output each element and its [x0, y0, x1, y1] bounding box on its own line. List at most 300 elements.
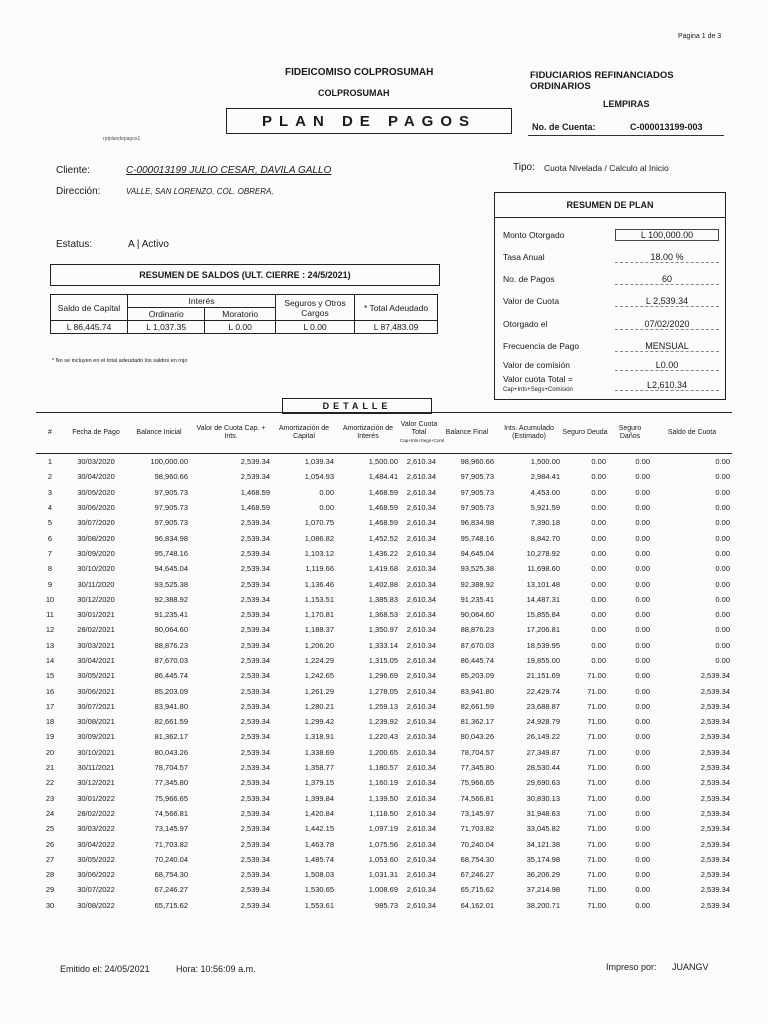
ordinario-value: L 1,037.35: [128, 321, 205, 334]
table-cell: 9: [47, 579, 53, 589]
table-cell: 30/09/2021: [77, 732, 115, 742]
table-cell: 0.00: [635, 763, 650, 773]
table-cell: 87,670.03: [154, 656, 188, 665]
table-cell: 17,206.81: [526, 625, 560, 635]
table-cell: 10,278.92: [526, 548, 560, 558]
plan-value: L 2,539.34: [615, 296, 719, 307]
table-cell: 29,690.63: [526, 778, 560, 788]
table-cell: 71.00: [587, 701, 606, 711]
balances-title: RESUMEN DE SALDOS (ULT. CIERRE : 24/5/2021): [50, 264, 440, 286]
table-cell: 1,500.00: [368, 457, 398, 467]
table-cell: 71.00: [587, 839, 606, 849]
table-cell: 92,388.92: [154, 594, 188, 604]
table-cell: 91,235.41: [154, 610, 188, 620]
table-cell: 985.73: [375, 900, 398, 910]
table-cell: 2,539.34: [240, 701, 270, 711]
table-cell: 2,539.34: [240, 686, 270, 696]
col-balance-inicial: Balance Inicial: [128, 413, 190, 454]
table-cell: 1,119.66: [305, 564, 334, 574]
table-cell: 98,960.66: [154, 472, 188, 482]
address-label: Dirección:: [56, 186, 101, 197]
table-cell: 2,539.34: [700, 778, 730, 788]
table-cell: 1,070.75: [304, 518, 334, 528]
table-cell: 20: [45, 747, 55, 757]
table-cell: 82,661.59: [460, 701, 494, 711]
plan-summary-title: RESUMEN DE PLAN: [495, 193, 725, 218]
col-amort-interes: Amortización de Interés: [336, 413, 400, 454]
col-amortizacion: Amortización de Capital: [272, 413, 336, 454]
table-cell: 33,045.82: [526, 824, 560, 834]
col-cuota-total: [400, 413, 445, 454]
table-cell: 2,539.34: [240, 793, 270, 803]
table-cell: 87,670.03: [460, 640, 494, 650]
table-cell: 2,539.34: [240, 656, 270, 665]
table-cell: 15: [45, 671, 55, 681]
table-cell: 65,715.62: [460, 885, 494, 895]
table-cell: 22,429.74: [526, 686, 560, 696]
table-cell: 0.00: [715, 533, 730, 543]
table-cell: 30/01/2022: [77, 793, 115, 803]
table-row: [36, 745, 732, 760]
table-cell: 10: [45, 594, 55, 604]
table-cell: 21,151.69: [526, 671, 560, 681]
table-row: [36, 592, 732, 607]
table-cell: 0.00: [635, 564, 650, 574]
col-ints-acumulado: Ints. Acumulado (Estimado): [496, 413, 562, 454]
table-cell: 90,064.60: [154, 625, 188, 635]
table-row: [36, 546, 732, 561]
table-cell: 2,610.34: [406, 824, 436, 834]
table-cell: 2,539.34: [240, 671, 270, 681]
table-cell: 1,053.60: [368, 854, 398, 864]
table-cell: 0.00: [715, 487, 730, 497]
table-cell: 30/07/2022: [77, 885, 115, 895]
table-cell: 93,525.38: [460, 564, 494, 574]
table-cell: 0.00: [715, 503, 730, 513]
table-cell: 95,748.16: [154, 548, 188, 558]
table-cell: 30/08/2022: [77, 900, 115, 910]
table-row: [36, 622, 732, 637]
table-row: [36, 607, 732, 622]
table-cell: 71.00: [587, 870, 606, 880]
table-cell: 71.00: [587, 900, 606, 910]
table-cell: 71.00: [587, 778, 606, 788]
col-balance-final: Balance Final: [438, 413, 496, 454]
table-cell: 24,928.79: [526, 717, 560, 727]
table-cell: 81,362.17: [154, 732, 188, 742]
table-cell: 13,101.48: [526, 579, 560, 589]
table-cell: 2,539.34: [700, 732, 730, 742]
table-cell: 0.00: [591, 594, 606, 604]
table-cell: 30/05/2020: [77, 487, 115, 497]
table-row: [36, 561, 732, 576]
table-cell: 1,333.14: [368, 640, 398, 650]
table-cell: 0.00: [715, 640, 730, 650]
time-value: 10:56:09 a.m.: [200, 964, 256, 974]
table-cell: 28,530.44: [526, 763, 560, 773]
table-cell: 1,103.12: [304, 548, 334, 558]
table-cell: 2,539.34: [240, 778, 270, 788]
type-label: Tipo:: [513, 162, 535, 173]
table-cell: 5,921.59: [530, 503, 560, 513]
table-cell: 78,704.57: [154, 763, 188, 773]
plan-label: Monto Otorgado: [503, 230, 565, 240]
issued-label: Emitido el:: [60, 964, 103, 974]
table-cell: 1,463.78: [304, 839, 334, 849]
table-cell: 1,054.93: [304, 472, 334, 482]
table-cell: 7: [47, 548, 53, 558]
table-cell: 0.00: [635, 808, 650, 818]
table-cell: 2,539.34: [240, 533, 270, 543]
table-cell: 0.00: [635, 533, 650, 543]
table-cell: 2,610.34: [406, 900, 436, 910]
table-cell: 1,385.83: [368, 594, 398, 604]
table-cell: 2,539.34: [240, 808, 270, 818]
table-row: [36, 882, 732, 897]
table-cell: 30/11/2020: [77, 579, 115, 589]
table-cell: 94,645.04: [154, 564, 188, 574]
fiduciarios-line-1: FIDUCIARIOS REFINANCIADOS: [530, 70, 674, 81]
table-cell: 0.00: [635, 870, 650, 880]
seguros-header: Seguros y Otros Cargos: [276, 295, 355, 321]
table-cell: 80,043.26: [154, 747, 188, 757]
table-cell: 2,610.34: [406, 686, 436, 696]
table-cell: 2,539.34: [240, 594, 270, 604]
address-value: VALLE, SAN LORENZO, COL. OBRERA,: [126, 187, 274, 196]
table-cell: 24: [45, 808, 55, 818]
table-cell: 30/08/2020: [77, 533, 115, 543]
table-cell: 1,242.65: [304, 671, 334, 681]
table-cell: 75,966.65: [154, 793, 188, 803]
table-cell: 0.00: [635, 503, 650, 513]
table-cell: 94,645.04: [460, 548, 494, 558]
table-cell: 80,043.26: [460, 732, 494, 742]
table-cell: 70,240.04: [154, 854, 188, 864]
saldo-capital-header: Saldo de Capital: [51, 295, 128, 321]
table-cell: 2,610.34: [406, 747, 436, 757]
table-cell: 0.00: [635, 594, 650, 604]
table-cell: 0.00: [635, 472, 650, 482]
table-cell: 1,485.74: [304, 854, 334, 864]
total-value: L 87,483.09: [355, 321, 438, 334]
table-cell: 97,905.73: [460, 487, 494, 497]
table-cell: 2,610.34: [406, 839, 436, 849]
issued-date: 24/05/2021: [104, 964, 150, 974]
plan-row-frecuencia: [503, 336, 719, 356]
table-cell: 23: [45, 793, 55, 803]
table-cell: 2,610.34: [406, 594, 436, 604]
table-cell: 88,876.23: [154, 640, 188, 650]
table-cell: 1,206.20: [304, 640, 334, 650]
table-cell: 64,162.01: [460, 900, 494, 910]
table-cell: 0.00: [635, 610, 650, 620]
table-cell: 5: [47, 518, 53, 528]
plan-row-otorgado: [503, 314, 719, 334]
table-row: [36, 775, 732, 790]
table-cell: 0.00: [635, 854, 650, 864]
table-cell: 2,539.34: [700, 854, 730, 864]
table-cell: 30/12/2020: [77, 594, 115, 604]
table-cell: 1,379.15: [304, 778, 334, 788]
table-cell: 31,948.63: [526, 808, 560, 818]
table-cell: 2,539.34: [240, 763, 270, 773]
plan-label: Frecuencia de Pago: [503, 341, 580, 351]
table-row: [36, 898, 732, 913]
table-cell: 0.00: [635, 487, 650, 497]
table-cell: 1,419.68: [368, 564, 398, 574]
footer-issued: [60, 964, 150, 974]
table-cell: 1,239.92: [368, 717, 398, 727]
table-row: [36, 760, 732, 775]
table-cell: 1,180.57: [368, 763, 398, 773]
table-cell: 0.00: [715, 518, 730, 528]
table-cell: 19: [45, 732, 55, 742]
detail-table: [36, 412, 732, 913]
table-cell: 1,296.69: [368, 671, 398, 681]
table-cell: 2,539.34: [240, 747, 270, 757]
table-cell: 91,235.41: [460, 594, 494, 604]
table-cell: 1,031.31: [368, 870, 398, 880]
table-cell: 0.00: [319, 487, 334, 497]
account-label: No. de Cuenta:: [532, 122, 596, 132]
table-cell: 2,539.34: [700, 671, 730, 681]
table-cell: 1,136.46: [304, 579, 334, 589]
table-cell: 77,345.80: [460, 763, 494, 773]
table-cell: 23,688.87: [526, 701, 560, 711]
table-cell: 0.00: [591, 503, 606, 513]
table-cell: 2,539.34: [700, 793, 730, 803]
table-cell: 67,246.27: [460, 870, 494, 880]
table-cell: 1,358.77: [304, 763, 334, 773]
plan-label: Valor de Cuota: [503, 296, 560, 306]
table-cell: 2,610.34: [406, 763, 436, 773]
type-value: Cuota Nivelada / Calculo al Inicio: [544, 163, 669, 173]
detail-title: DETALLE: [282, 398, 432, 414]
table-cell: 1,452.52: [368, 533, 398, 543]
plan-value: 18.00 %: [615, 252, 719, 263]
col-seguro-danos: Seguro Daños: [608, 413, 652, 454]
seguros-value: L 0.00: [276, 321, 355, 334]
table-cell: 1,086.82: [304, 533, 334, 543]
table-cell: 30/07/2020: [77, 518, 115, 528]
table-cell: 2: [47, 472, 53, 482]
table-cell: 2,610.34: [406, 548, 436, 558]
table-cell: 1,530.65: [304, 885, 334, 895]
table-cell: 30/04/2022: [77, 839, 115, 849]
table-cell: 71.00: [587, 717, 606, 727]
table-cell: 71.00: [587, 732, 606, 742]
table-cell: 25: [45, 824, 55, 834]
table-cell: 0.00: [591, 579, 606, 589]
table-row: [36, 699, 732, 714]
table-cell: 71,703.82: [154, 839, 188, 849]
status-label: Estatus:: [56, 239, 93, 250]
table-row: [36, 668, 732, 683]
table-cell: 1,553.61: [304, 900, 334, 910]
table-cell: 97,905.73: [154, 518, 188, 528]
table-cell: 0.00: [635, 548, 650, 558]
table-cell: 0.00: [635, 732, 650, 742]
table-cell: 1,442.15: [304, 824, 334, 834]
table-cell: 0.00: [715, 656, 730, 665]
table-cell: 1,484.41: [368, 472, 398, 482]
table-cell: 30/06/2021: [77, 686, 115, 696]
table-cell: 2,539.34: [700, 717, 730, 727]
table-cell: 1,220.43: [368, 732, 398, 742]
table-cell: 2,610.34: [406, 732, 436, 742]
table-cell: 0.00: [591, 457, 606, 467]
table-cell: 2,539.34: [240, 457, 270, 467]
detail-header-row: [36, 413, 732, 454]
table-cell: 97,905.73: [460, 472, 494, 482]
plan-label: No. de Pagos: [503, 274, 555, 284]
table-cell: 2,610.34: [406, 808, 436, 818]
col-cuota-total-label: Valor Cuota Total: [400, 421, 438, 436]
table-cell: 0.00: [715, 548, 730, 558]
table-cell: 2,539.34: [240, 885, 270, 895]
table-cell: 1,278.05: [368, 686, 398, 696]
table-cell: 14,487.31: [526, 594, 560, 604]
table-row: [36, 530, 732, 545]
table-cell: 1,468.59: [368, 487, 398, 497]
table-cell: 0.00: [319, 503, 334, 513]
table-cell: 2,610.34: [406, 793, 436, 803]
table-cell: 8: [47, 564, 53, 574]
table-cell: 2,539.34: [240, 518, 270, 528]
table-cell: 0.00: [591, 518, 606, 528]
table-cell: 34,121.38: [526, 839, 560, 849]
table-cell: 71.00: [587, 793, 606, 803]
table-cell: 2,610.34: [406, 579, 436, 589]
table-cell: 2,539.34: [700, 824, 730, 834]
table-cell: 85,203.09: [154, 686, 188, 696]
table-cell: 1,188.37: [304, 625, 334, 635]
table-cell: 2,610.34: [406, 518, 436, 528]
table-cell: 0.00: [591, 625, 606, 635]
table-cell: 97,905.73: [154, 503, 188, 513]
table-cell: 2,539.34: [240, 548, 270, 558]
footer-printed-by-label: Impreso por:: [606, 962, 657, 972]
table-cell: 0.00: [635, 686, 650, 696]
interes-header: Interés: [128, 295, 276, 308]
table-cell: 30/10/2021: [77, 747, 115, 757]
table-cell: 3: [47, 487, 53, 497]
col-fecha: Fecha de Pago: [64, 413, 128, 454]
table-cell: 30/03/2022: [77, 824, 115, 834]
plan-row-cuota: [503, 291, 719, 311]
plan-value: 07/02/2020: [615, 319, 719, 330]
table-cell: 1,468.59: [240, 503, 270, 513]
account-number: C-000013199-003: [630, 122, 703, 132]
table-cell: 98,960.66: [460, 457, 494, 467]
table-cell: 1,075.56: [368, 839, 398, 849]
table-cell: 0.00: [591, 472, 606, 482]
table-row: [36, 500, 732, 515]
table-cell: 67,246.27: [154, 885, 188, 895]
plan-value: L2,610.34: [615, 380, 719, 391]
table-cell: 2,539.34: [240, 717, 270, 727]
table-cell: 81,362.17: [460, 717, 494, 727]
table-row: [36, 729, 732, 744]
table-cell: 78,704.57: [460, 747, 494, 757]
table-cell: 1,200.65: [368, 747, 398, 757]
table-cell: 1,508.03: [304, 870, 334, 880]
table-cell: 83,941.80: [154, 701, 188, 711]
table-cell: 19,855.00: [526, 656, 560, 665]
table-cell: 2,539.34: [700, 885, 730, 895]
table-cell: 2,539.34: [700, 870, 730, 880]
table-cell: 2,610.34: [406, 778, 436, 788]
table-cell: 96,834.98: [460, 518, 494, 528]
table-cell: 2,610.34: [406, 610, 436, 620]
plan-row-tasa: [503, 247, 719, 267]
ordinario-header: Ordinario: [128, 308, 205, 321]
plan-value: 60: [615, 274, 719, 285]
plan-summary: [494, 192, 726, 400]
table-cell: 71.00: [587, 747, 606, 757]
table-cell: 18: [45, 717, 55, 727]
table-cell: 30/03/2021: [77, 640, 115, 650]
table-cell: 1,338.69: [304, 747, 334, 757]
plan-label: Otorgado el: [503, 319, 548, 329]
table-row: [36, 515, 732, 530]
table-cell: 0.00: [715, 457, 730, 467]
table-cell: 0.00: [635, 625, 650, 635]
table-cell: 2,610.34: [406, 533, 436, 543]
table-cell: 2,539.34: [700, 701, 730, 711]
table-cell: 97,905.73: [154, 487, 188, 497]
table-cell: 1,224.29: [304, 656, 334, 665]
table-cell: 28: [45, 870, 55, 880]
table-cell: 0.00: [635, 747, 650, 757]
table-cell: 0.00: [635, 839, 650, 849]
table-cell: 37,214.98: [526, 885, 560, 895]
table-cell: 36,206.29: [526, 870, 560, 880]
table-cell: 21: [45, 763, 55, 773]
table-cell: 2,539.34: [240, 870, 270, 880]
table-cell: 2,610.34: [406, 487, 436, 497]
table-cell: 74,566.81: [460, 793, 494, 803]
table-cell: 22: [45, 778, 55, 788]
table-cell: 0.00: [591, 610, 606, 620]
table-cell: 71.00: [587, 885, 606, 895]
table-cell: 97,905.73: [460, 503, 494, 513]
table-cell: 6: [47, 533, 53, 543]
table-cell: 30/01/2021: [77, 610, 115, 620]
table-cell: 95,748.16: [460, 533, 494, 543]
table-cell: 2,610.34: [406, 472, 436, 482]
table-row: [36, 576, 732, 591]
table-cell: 1,261.29: [304, 686, 334, 696]
table-cell: 75,966.65: [460, 778, 494, 788]
table-cell: 2,610.34: [406, 717, 436, 727]
table-cell: 2,610.34: [406, 671, 436, 681]
table-cell: 30/09/2020: [77, 548, 115, 558]
table-cell: 2,539.34: [700, 747, 730, 757]
table-cell: 1,259.13: [368, 701, 398, 711]
table-cell: 1,318.91: [304, 732, 334, 742]
plan-row-comision: [503, 355, 719, 375]
table-cell: 2,539.34: [240, 564, 270, 574]
table-cell: 0.00: [591, 487, 606, 497]
table-cell: 30/05/2021: [77, 671, 115, 681]
table-cell: 27: [45, 854, 55, 864]
table-cell: 1,160.19: [368, 778, 398, 788]
table-cell: 0.00: [635, 457, 650, 467]
table-cell: 2,610.34: [406, 625, 436, 635]
table-cell: 1,420.84: [304, 808, 334, 818]
table-cell: 1,436.22: [368, 548, 398, 558]
